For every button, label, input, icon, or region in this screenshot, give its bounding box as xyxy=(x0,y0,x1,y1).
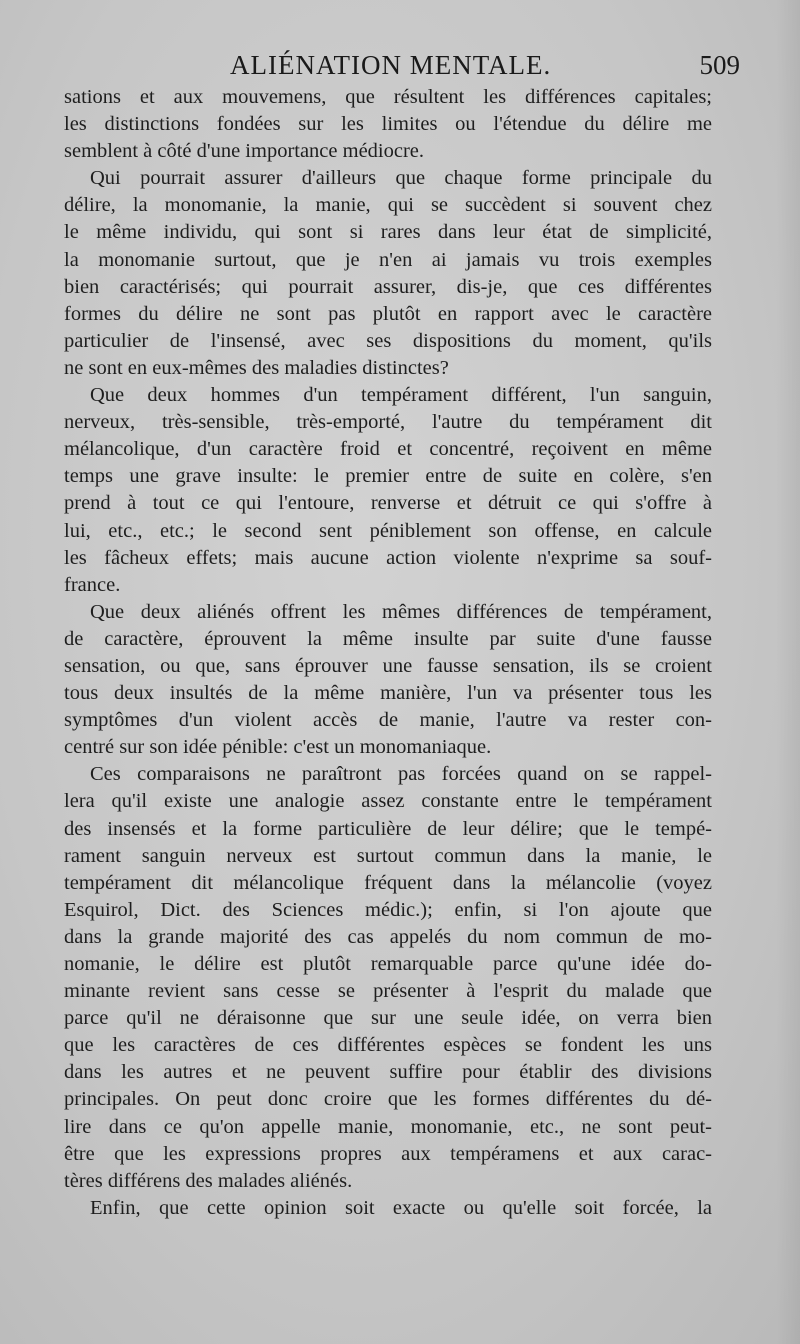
text-line: formes du délire ne sont pas plutôt en rapport avec le caractère xyxy=(64,302,712,325)
text-line: lire dans ce qu'on appelle manie, monomanie, etc., ne sont peut- xyxy=(64,1115,712,1138)
text-line: des insensés et la forme particulière de leur délire; que le tempé- xyxy=(64,817,712,840)
text-line: symptômes d'un violent accès de manie, l'autre va rester con- xyxy=(64,709,712,732)
text-line: parce qu'il ne déraisonne que sur une seule idée, on verra bien xyxy=(64,1007,712,1030)
text-line: la monomanie surtout, que je n'en ai jamais vu trois exemples xyxy=(64,248,712,271)
text-line: particulier de l'insensé, avec ses dispositions du moment, qu'ils xyxy=(64,329,712,352)
text-line: sations et aux mouvemens, que résultent les différences capitales; xyxy=(64,86,712,108)
text-line: tempérament dit mélancolique fréquent dans la mélancolie (voyez xyxy=(64,871,712,894)
text-line: principales. On peut donc croire que les formes différentes du dé- xyxy=(64,1088,712,1111)
text-line: Ces comparaisons ne paraîtront pas forcées quand on se rappel- xyxy=(90,763,712,786)
text-line: être que les expressions propres aux tempéramens et aux carac- xyxy=(64,1142,712,1165)
text-line: tères différens des malades aliénés. xyxy=(64,1169,353,1192)
text-line: rament sanguin nerveux est surtout commun dans la manie, le xyxy=(64,844,712,867)
text-line: Que deux aliénés offrent les mêmes différences de tempérament, xyxy=(90,600,712,623)
text-line: lera qu'il existe une analogie assez constante entre le tempérament xyxy=(64,790,712,813)
text-line: dans les autres et ne peuvent suffire pour établir des divisions xyxy=(64,1061,712,1084)
text-line: france. xyxy=(64,573,121,596)
text-line: centré sur son idée pénible: c'est un monomaniaque. xyxy=(64,736,492,759)
text-line: nomanie, le délire est plutôt remarquable parce qu'une idée do- xyxy=(64,953,712,975)
text-line: Enfin, que cette opinion soit exacte ou qu'elle soit forcée, la xyxy=(90,1196,712,1219)
text-line: Esquirol, Dict. des Sciences médic.); enfin, si l'on ajoute que xyxy=(64,898,712,921)
body-text xyxy=(64,84,712,1222)
running-header xyxy=(60,50,740,86)
text-line: prend à tout ce qui l'entoure, renverse et détruit ce qui s'offre à xyxy=(64,492,712,515)
page-fold-shadow xyxy=(776,0,800,1344)
text-line: nerveux, très-sensible, très-emporté, l'autre du tempérament dit xyxy=(64,411,712,434)
text-line: ne sont en eux-mêmes des maladies distinctes? xyxy=(64,356,449,379)
text-line: le même individu, qui sont si rares dans leur état de simplicité, xyxy=(64,221,712,244)
running-title: ALIÉNATION MENTALE. xyxy=(230,50,552,80)
text-line: que les caractères de ces différentes espèces se fondent les uns xyxy=(64,1034,712,1057)
text-line: délire, la monomanie, la manie, qui se succèdent si souvent chez xyxy=(64,194,712,217)
text-line: Que deux hommes d'un tempérament différent, l'un sanguin, xyxy=(90,384,712,407)
text-line: mélancolique, d'un caractère froid et concentré, reçoivent en même xyxy=(64,438,712,461)
text-line: de caractère, éprouvent la même insulte par suite d'une fausse xyxy=(64,627,712,650)
page-number: 509 xyxy=(699,50,740,80)
text-line: Qui pourrait assurer d'ailleurs que chaque forme principale du xyxy=(90,167,712,190)
text-line: sensation, ou que, sans éprouver une fausse sensation, ils se croient xyxy=(64,654,712,677)
text-line: les distinctions fondées sur les limites ou l'étendue du délire me xyxy=(64,113,712,136)
text-line: tous deux insultés de la même manière, l'un va présenter tous les xyxy=(64,682,712,705)
text-line: minante revient sans cesse se présenter à l'esprit du malade que xyxy=(64,980,712,1003)
text-line: bien caractérisés; qui pourrait assurer, dis-je, que ces différentes xyxy=(64,275,712,298)
text-line: lui, etc., etc.; le second sent péniblement son offense, en calcule xyxy=(64,519,712,542)
text-line: dans la grande majorité des cas appelés du nom commun de mo- xyxy=(64,925,712,948)
text-line: temps une grave insulte: le premier entre de suite en colère, s'en xyxy=(64,465,712,488)
text-line: les fâcheux effets; mais aucune action violente n'exprime sa souf- xyxy=(64,546,712,569)
text-line: semblent à côté d'une importance médiocre. xyxy=(64,140,425,163)
